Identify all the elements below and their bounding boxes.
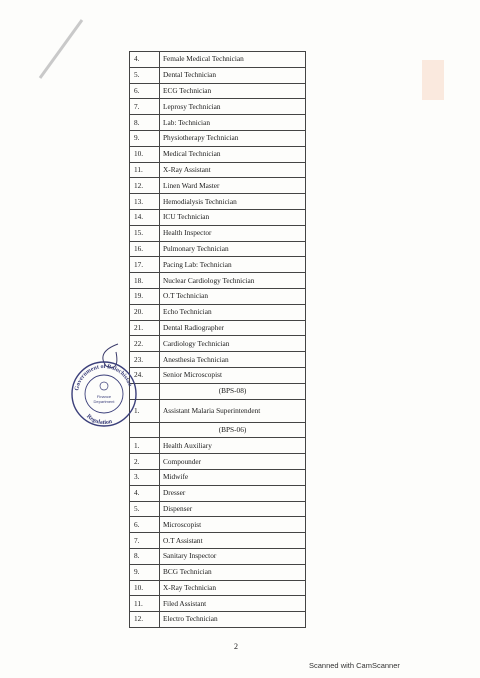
row-num: 5. [130, 67, 160, 83]
table-row [130, 257, 306, 273]
row-num: 1. [130, 438, 160, 454]
row-title: Physiotherapy Technician [160, 130, 306, 146]
table-row [130, 162, 306, 178]
row-title: Microscopist [160, 517, 306, 533]
row-num: 15. [130, 225, 160, 241]
row-num: 22. [130, 336, 160, 352]
row-title: Leprosy Technician [160, 99, 306, 115]
row-title: Medical Technician [160, 146, 306, 162]
row-num: 6. [130, 517, 160, 533]
row-num: 9. [130, 130, 160, 146]
row-title: Electro Technician [160, 612, 306, 628]
table-section-bps08 [130, 383, 306, 438]
designation-table [129, 51, 306, 628]
table-row [130, 336, 306, 352]
fold-mark [40, 20, 82, 78]
row-num: 17. [130, 257, 160, 273]
row-title: ECG Technician [160, 83, 306, 99]
row-num: 19. [130, 288, 160, 304]
table-row [130, 115, 306, 131]
table-row [130, 580, 306, 596]
row-num: 23. [130, 352, 160, 368]
table-row [130, 564, 306, 580]
row-num: 12. [130, 178, 160, 194]
table-row [130, 517, 306, 533]
row-num: 4. [130, 485, 160, 501]
row-num: 18. [130, 273, 160, 289]
row-title: BCG Technician [160, 564, 306, 580]
table-row [130, 438, 306, 454]
row-num: 6. [130, 83, 160, 99]
row-num: 20. [130, 304, 160, 320]
row-num: 2. [130, 454, 160, 470]
row-title: Dental Technician [160, 67, 306, 83]
table-row [130, 304, 306, 320]
row-title: Dresser [160, 485, 306, 501]
row-num: 9. [130, 564, 160, 580]
stamp-bottom-text: Regulation [85, 413, 113, 427]
stamp-top-text: Government of Balochistan [74, 363, 133, 392]
row-title: ICU Technician [160, 209, 306, 225]
table-row [130, 612, 306, 628]
table-row [130, 146, 306, 162]
svg-text:Government of Balochistan [74, 364, 133, 391]
table-row [130, 194, 306, 210]
table-row [130, 241, 306, 257]
row-title: Female Medical Technician [160, 52, 306, 68]
table-row [130, 352, 306, 368]
row-num: 11. [130, 162, 160, 178]
row-title: Sanitary Inspector [160, 548, 306, 564]
bps06-header: (BPS-06) [160, 422, 306, 438]
row-title: Echo Technician [160, 304, 306, 320]
table-row [130, 454, 306, 470]
table-section-a [130, 52, 306, 384]
row-title: Senior Microscopist [160, 367, 306, 383]
scanner-watermark: Scanned with CamScanner [309, 661, 400, 670]
bps08-header-row [130, 383, 306, 399]
emblem-icon [100, 382, 108, 390]
row-num: 12. [130, 612, 160, 628]
row-title: X-Ray Technician [160, 580, 306, 596]
table-row [130, 548, 306, 564]
row-title: Linen Ward Master [160, 178, 306, 194]
row-num: 8. [130, 115, 160, 131]
row-title: Cardiology Technician [160, 336, 306, 352]
table-row [130, 52, 306, 68]
page-number: 2 [234, 642, 238, 651]
table-row [130, 273, 306, 289]
row-title: O.T Technician [160, 288, 306, 304]
row-num: 14. [130, 209, 160, 225]
row-title: Pulmonary Technician [160, 241, 306, 257]
row-title: Filed Assistant [160, 596, 306, 612]
table-row [130, 501, 306, 517]
row-num: 7. [130, 533, 160, 549]
stamp-line1: Finance [96, 394, 112, 399]
bps08-header: (BPS-08) [160, 383, 306, 399]
table-row [130, 178, 306, 194]
row-num: 1. [130, 399, 160, 422]
row-num: 16. [130, 241, 160, 257]
stamp-line2: Department [93, 399, 115, 404]
row-title: Compounder [160, 454, 306, 470]
row-title: Hemodialysis Technician [160, 194, 306, 210]
row-num: 4. [130, 52, 160, 68]
bps06-header-row [130, 422, 306, 438]
row-num: 11. [130, 596, 160, 612]
table-row [130, 83, 306, 99]
table-row [130, 485, 306, 501]
table-row [130, 225, 306, 241]
row-title: Health Inspector [160, 225, 306, 241]
table-row [130, 209, 306, 225]
bps08-row [130, 399, 306, 422]
row-title: Pacing Lab: Technician [160, 257, 306, 273]
row-num: 13. [130, 194, 160, 210]
svg-text:Regulation [85, 414, 113, 426]
table-row [130, 533, 306, 549]
row-title: Midwife [160, 469, 306, 485]
table-row [130, 67, 306, 83]
row-num: 24. [130, 367, 160, 383]
row-num: 21. [130, 320, 160, 336]
row-num: 7. [130, 99, 160, 115]
table-row [130, 130, 306, 146]
row-title: Lab: Technician [160, 115, 306, 131]
row-title: Anesthesia Technician [160, 352, 306, 368]
color-smudge [422, 60, 444, 100]
table-section-b [130, 438, 306, 628]
table-row [130, 469, 306, 485]
row-num: 8. [130, 548, 160, 564]
row-num: 10. [130, 146, 160, 162]
row-num: 3. [130, 469, 160, 485]
row-title: X-Ray Assistant [160, 162, 306, 178]
table-row [130, 596, 306, 612]
table-row [130, 99, 306, 115]
row-title: Assistant Malaria Superintendent [160, 399, 306, 422]
row-title: Dental Radiographer [160, 320, 306, 336]
table-row [130, 320, 306, 336]
row-num: 10. [130, 580, 160, 596]
official-stamp [70, 360, 138, 428]
row-title: Nuclear Cardiology Technician [160, 273, 306, 289]
table-row [130, 367, 306, 383]
table-row [130, 288, 306, 304]
row-num: 5. [130, 501, 160, 517]
row-title: Dispenser [160, 501, 306, 517]
row-title: O.T Assistant [160, 533, 306, 549]
row-title: Health Auxiliary [160, 438, 306, 454]
